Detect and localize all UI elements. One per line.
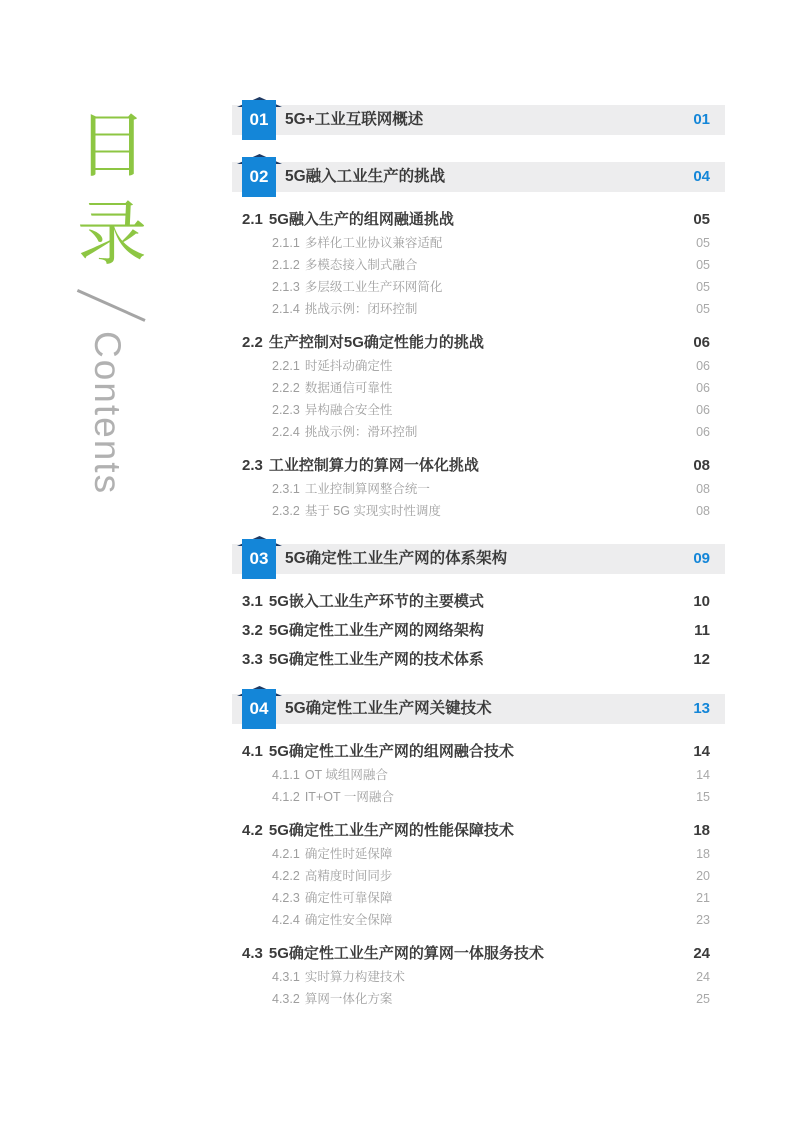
subsection-number: 2.2.1 <box>272 359 300 373</box>
section-items <box>232 232 725 320</box>
section-items <box>232 843 725 931</box>
subsection-number: 4.2.4 <box>272 913 300 927</box>
subsection-page-number: 15 <box>696 790 710 804</box>
section-row[interactable] <box>232 453 725 478</box>
subsection-number: 2.1.4 <box>272 302 300 316</box>
subsection-row[interactable] <box>232 988 725 1010</box>
subsection-title: 算网一体化方案 <box>304 992 393 1006</box>
subsection-row[interactable] <box>232 786 725 808</box>
subsection-page-number: 08 <box>696 504 710 518</box>
chapter-title: 5G确定性工业生产网关键技术 <box>285 700 492 717</box>
section-items <box>232 355 725 443</box>
subsection-number: 2.1.1 <box>272 236 300 250</box>
section-row[interactable] <box>232 818 725 843</box>
subsection-row[interactable] <box>232 865 725 887</box>
section-page-number: 14 <box>693 743 710 760</box>
subsection-title: 多层级工业生产环网简化 <box>304 280 443 294</box>
subsection-page-number: 23 <box>696 913 710 927</box>
subsection-row[interactable] <box>232 276 725 298</box>
section-number: 3.3 <box>242 651 263 668</box>
toc-title-cjk <box>74 102 150 278</box>
subsection-page-number: 21 <box>696 891 710 905</box>
subsection-title: 高精度时间同步 <box>304 869 393 883</box>
toc-title-char-mu: 目 <box>77 107 147 185</box>
chapter-header-bar[interactable] <box>232 154 725 197</box>
chapter-header-bar[interactable] <box>232 97 725 140</box>
subsection-page-number: 20 <box>696 869 710 883</box>
subsection-row[interactable] <box>232 254 725 276</box>
subsection-row[interactable] <box>232 232 725 254</box>
subsection-title: IT+OT 一网融合 <box>304 790 394 804</box>
subsection-title: 基于 5G 实现实时性调度 <box>304 504 441 518</box>
subsection-page-number: 24 <box>696 970 710 984</box>
section-title: 工业控制算力的算网一体化挑战 <box>268 457 479 474</box>
subsection-number: 2.2.4 <box>272 425 300 439</box>
toc-section-group <box>232 647 725 672</box>
toc-section-group <box>232 739 725 808</box>
subsection-number: 4.3.1 <box>272 970 300 984</box>
subsection-number: 4.3.2 <box>272 992 300 1006</box>
subsection-row[interactable] <box>232 843 725 865</box>
chapter-header-bar[interactable] <box>232 536 725 579</box>
subsection-page-number: 06 <box>696 425 710 439</box>
section-row[interactable] <box>232 739 725 764</box>
subsection-number: 2.1.3 <box>272 280 300 294</box>
chapter-number: 04 <box>249 699 269 718</box>
subsection-row[interactable] <box>232 478 725 500</box>
chapter-header-bar[interactable] <box>232 686 725 729</box>
slash-divider <box>77 289 146 321</box>
subsection-page-number: 05 <box>696 280 710 294</box>
toc-section-group <box>232 941 725 1010</box>
chapter-sections <box>232 589 725 672</box>
subsection-title: 时延抖动确定性 <box>304 359 393 373</box>
chapter-number: 01 <box>249 110 269 129</box>
subsection-number: 4.1.1 <box>272 768 300 782</box>
subsection-number: 2.1.2 <box>272 258 300 272</box>
subsection-title: 挑战示例：闭环控制 <box>304 302 418 316</box>
toc-chapter <box>232 686 725 1010</box>
section-page-number: 12 <box>693 651 710 668</box>
chapter-title: 5G融入工业生产的挑战 <box>285 168 446 185</box>
contents-vertical-label: Contents <box>87 331 128 496</box>
section-number: 3.1 <box>242 593 263 610</box>
subsection-page-number: 25 <box>696 992 710 1006</box>
toc-title-char-lu: 录 <box>77 195 147 273</box>
subsection-title: 多样化工业协议兼容适配 <box>304 236 443 250</box>
subsection-page-number: 06 <box>696 403 710 417</box>
toc-section-group <box>232 207 725 320</box>
section-row[interactable] <box>232 941 725 966</box>
section-number: 3.2 <box>242 622 263 639</box>
chapter-title: 5G确定性工业生产网的体系架构 <box>285 550 508 567</box>
subsection-title: 确定性可靠保障 <box>304 891 393 905</box>
chapter-page-number: 04 <box>693 168 710 185</box>
section-page-number: 06 <box>693 334 710 351</box>
section-title: 5G确定性工业生产网的网络架构 <box>268 622 484 639</box>
section-number: 2.3 <box>242 457 263 474</box>
section-title: 5G确定性工业生产网的技术体系 <box>268 651 484 668</box>
chapter-sections <box>232 739 725 1010</box>
toc-sidebar <box>0 0 230 1131</box>
chapter-page-number: 09 <box>693 550 710 567</box>
chapter-number-badge <box>242 539 276 579</box>
chapter-number-badge <box>242 157 276 197</box>
toc-chapter <box>232 536 725 672</box>
subsection-row[interactable] <box>232 421 725 443</box>
chapter-number: 02 <box>249 167 269 186</box>
subsection-row[interactable] <box>232 887 725 909</box>
section-title: 5G确定性工业生产网的组网融合技术 <box>268 743 514 760</box>
chapter-page-number: 13 <box>693 700 710 717</box>
subsection-title: 确定性时延保障 <box>304 847 393 861</box>
toc-section-group <box>232 330 725 443</box>
subsection-row[interactable] <box>232 966 725 988</box>
toc-section-group <box>232 589 725 614</box>
subsection-row[interactable] <box>232 500 725 522</box>
subsection-title: 工业控制算网整合统一 <box>304 482 430 496</box>
chapter-number-badge <box>242 689 276 729</box>
toc-section-group <box>232 618 725 643</box>
section-number: 2.2 <box>242 334 263 351</box>
chapter-title: 5G+工业互联网概述 <box>285 111 424 128</box>
section-page-number: 10 <box>693 593 710 610</box>
subsection-number: 4.1.2 <box>272 790 300 804</box>
subsection-row[interactable] <box>232 377 725 399</box>
section-number: 2.1 <box>242 211 263 228</box>
subsection-number: 2.3.2 <box>272 504 300 518</box>
section-page-number: 08 <box>693 457 710 474</box>
subsection-row[interactable] <box>232 764 725 786</box>
subsection-number: 2.2.3 <box>272 403 300 417</box>
section-row[interactable] <box>232 647 725 672</box>
section-row[interactable] <box>232 330 725 355</box>
subsection-page-number: 05 <box>696 236 710 250</box>
section-page-number: 05 <box>693 211 710 228</box>
subsection-number: 2.2.2 <box>272 381 300 395</box>
subsection-title: 实时算力构建技术 <box>304 970 405 984</box>
toc-section-group <box>232 818 725 931</box>
subsection-title: 确定性安全保障 <box>304 913 393 927</box>
section-items <box>232 478 725 522</box>
subsection-row[interactable] <box>232 909 725 931</box>
subsection-page-number: 08 <box>696 482 710 496</box>
subsection-title: 数据通信可靠性 <box>304 381 393 395</box>
section-number: 4.1 <box>242 743 263 760</box>
section-title: 5G嵌入工业生产环节的主要模式 <box>268 593 484 610</box>
subsection-row[interactable] <box>232 355 725 377</box>
toc <box>232 0 725 1010</box>
section-number: 4.3 <box>242 945 263 962</box>
toc-chapter <box>232 97 725 140</box>
subsection-title: 异构融合安全性 <box>304 403 393 417</box>
section-title: 生产控制对5G确定性能力的挑战 <box>268 334 484 351</box>
subsection-number: 4.2.1 <box>272 847 300 861</box>
section-row[interactable] <box>232 589 725 614</box>
section-title: 5G确定性工业生产网的性能保障技术 <box>268 822 514 839</box>
section-number: 4.2 <box>242 822 263 839</box>
subsection-page-number: 14 <box>696 768 710 782</box>
subsection-row[interactable] <box>232 399 725 421</box>
subsection-page-number: 05 <box>696 302 710 316</box>
chapter-page-number: 01 <box>693 111 710 128</box>
chapter-number: 03 <box>249 549 269 568</box>
subsection-page-number: 06 <box>696 381 710 395</box>
section-row[interactable] <box>232 207 725 232</box>
section-page-number: 11 <box>694 622 710 639</box>
subsection-row[interactable] <box>232 298 725 320</box>
section-page-number: 24 <box>693 945 710 962</box>
section-title: 5G确定性工业生产网的算网一体服务技术 <box>268 945 544 962</box>
subsection-title: 多模态接入制式融合 <box>304 258 418 272</box>
subsection-title: OT 域组网融合 <box>304 768 388 782</box>
chapter-sections <box>232 207 725 522</box>
section-items <box>232 764 725 808</box>
section-row[interactable] <box>232 618 725 643</box>
subsection-page-number: 06 <box>696 359 710 373</box>
toc-chapter <box>232 154 725 522</box>
subsection-number: 2.3.1 <box>272 482 300 496</box>
section-title: 5G融入生产的组网融通挑战 <box>268 211 454 228</box>
toc-section-group <box>232 453 725 522</box>
chapter-number-badge <box>242 100 276 140</box>
subsection-number: 4.2.2 <box>272 869 300 883</box>
section-items <box>232 966 725 1010</box>
subsection-page-number: 05 <box>696 258 710 272</box>
subsection-page-number: 18 <box>696 847 710 861</box>
section-page-number: 18 <box>693 822 710 839</box>
subsection-number: 4.2.3 <box>272 891 300 905</box>
subsection-title: 挑战示例：滑环控制 <box>304 425 418 439</box>
